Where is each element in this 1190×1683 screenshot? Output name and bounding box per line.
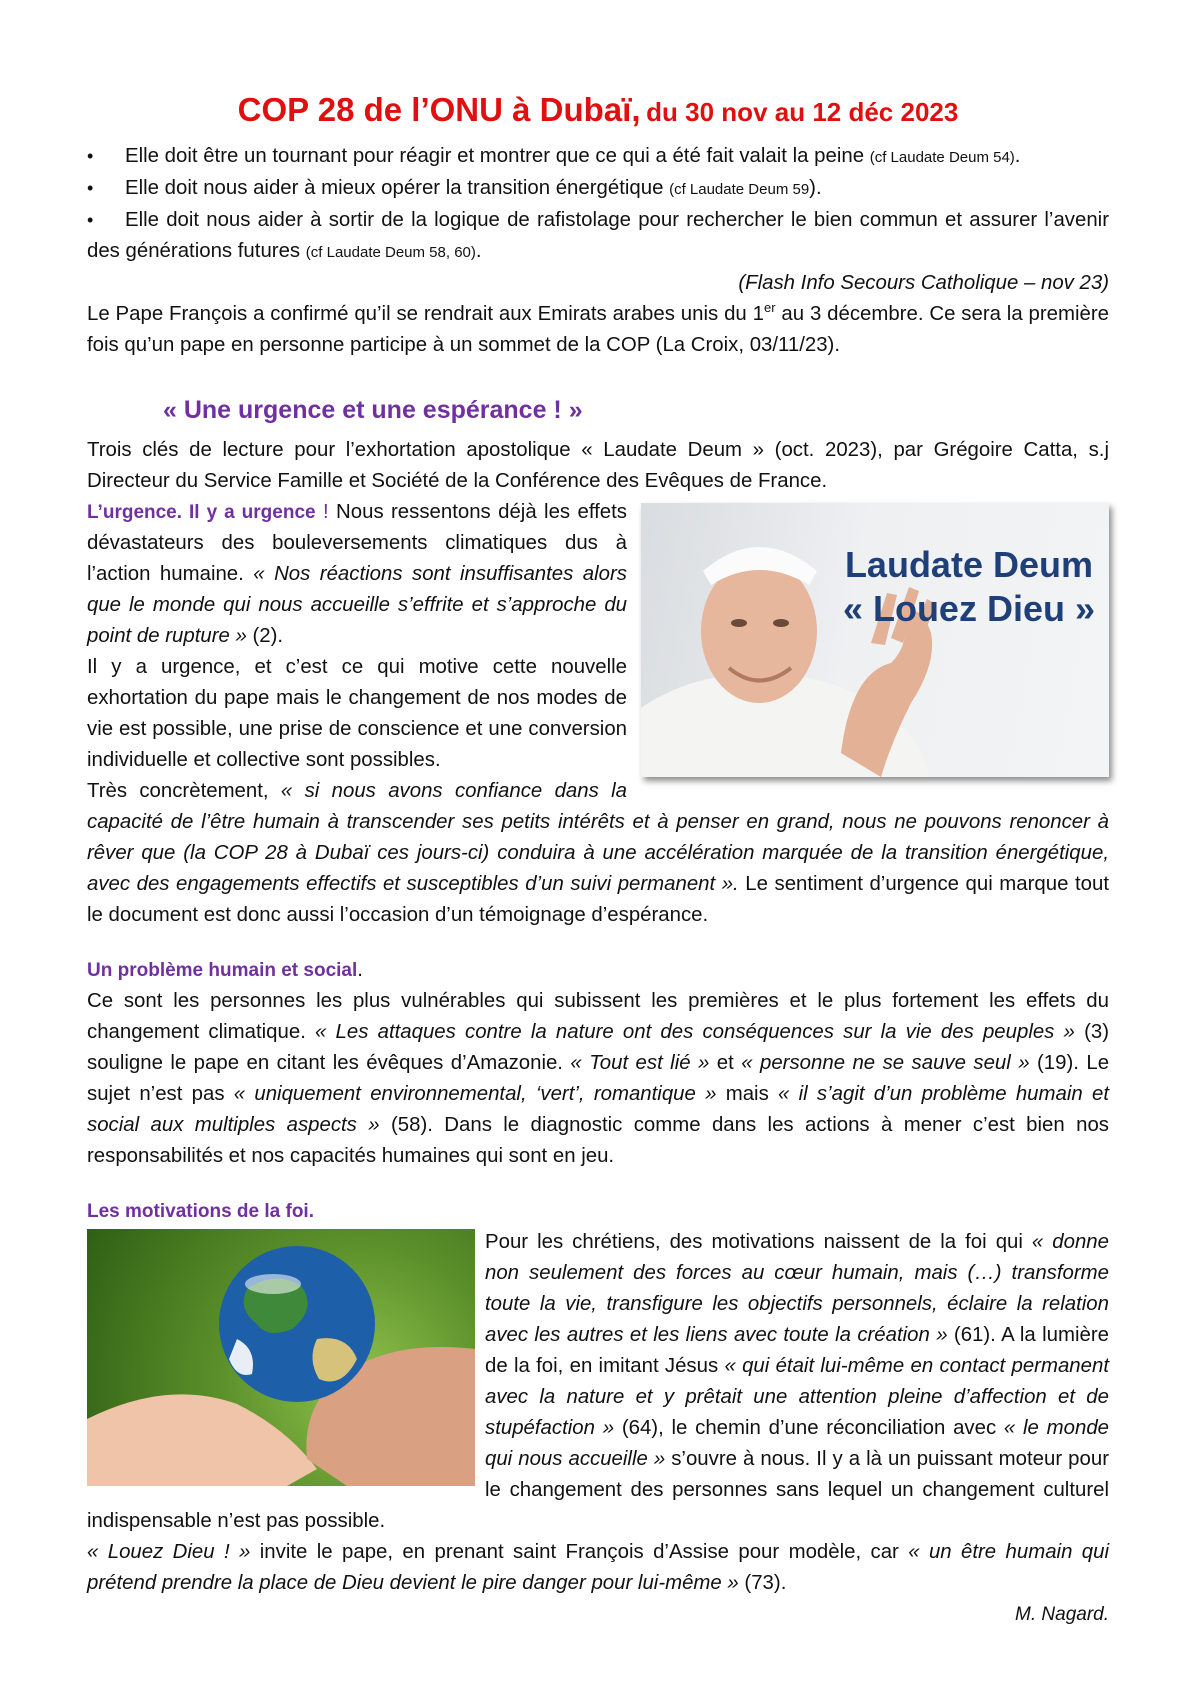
- bullet-item: [87, 173, 1109, 205]
- foi-text-3: (64), le chemin d’une réconciliation avec: [614, 1417, 1004, 1439]
- bullet-item: [87, 205, 1109, 268]
- probleme-quote-5: « il s’agit d’un problème humain et social aux multiples aspects »: [87, 1083, 1109, 1136]
- foi-quote-2: « qui était lui-même en contact permanent avec la nature et y prêtait une attention pleine d’affection et de stupéfaction »: [485, 1355, 1109, 1439]
- probleme-quote-4: « uniquement environnemental, ‘vert’, romantique »: [233, 1083, 717, 1105]
- probleme-quote-1: « Les attaques contre la nature ont des conséquences sur la vie des peuples »: [315, 1021, 1075, 1043]
- foi-heading: Les motivations de la foi.: [87, 1201, 314, 1222]
- bullet-text: Elle doit être un tournant pour réagir et montrer que ce qui a été fait valait la peine: [125, 145, 870, 167]
- pope-image: [641, 503, 1109, 777]
- spacer: [87, 1172, 1109, 1196]
- flash-source: (Flash Info Secours Catholique – nov 23): [738, 272, 1109, 294]
- pope-visit-sup: er: [763, 300, 776, 316]
- cop-bullets: [87, 141, 1109, 268]
- foi-text-6: (73).: [738, 1572, 787, 1594]
- probleme-heading-line: [87, 955, 1109, 986]
- foi-text-2: (61). A la lumière de la foi, en imitant Jésus: [485, 1324, 1109, 1377]
- probleme-quote-2: « Tout est lié »: [570, 1052, 710, 1074]
- urgence-quote-2: « si nous avons confiance dans la capacité de l’être humain à transcender ses petits intérêts et à penser en grand, nous ne pouvons renoncer à rêver que (la COP 28 à Dubaï ces jours-ci) conduira à une accélération marquée de la transition énergétique, avec des engagements effectifs et susceptibles d’un suivi permanent ».: [87, 780, 1109, 895]
- foi-quote-4: « Louez Dieu ! »: [87, 1541, 251, 1563]
- urgence-text-4: Le sentiment d’urgence qui marque tout le document est donc aussi l’occasion d’un témoignage d’espérance.: [87, 873, 1109, 926]
- urgence-text-3: Très concrètement,: [87, 780, 281, 802]
- bullet-ref: (cf Laudate Deum 59: [669, 181, 810, 198]
- pope-visit-text-2: au 3 décembre. Ce sera la première fois qu’un pape en personne participe à un sommet de la COP (La Croix, 03/11/23).: [87, 303, 1110, 356]
- probleme-text-5: mais: [716, 1083, 779, 1105]
- title-main: COP 28 de l’ONU à Dubaï,: [237, 91, 641, 128]
- urgence-exclamation: !: [322, 501, 329, 523]
- bullet-item: [87, 141, 1109, 173]
- foi-text-4: s’ouvre à nous. Il y a là un puissant moteur pour le changement des personnes sans lequel un changement culturel indispensable n’est pas possible.: [87, 1448, 1109, 1532]
- caption-line-2: « Louez Dieu »: [842, 588, 1095, 629]
- title-dates: du 30 nov au 12 déc 2023: [646, 97, 959, 127]
- pope-image-caption: [843, 543, 1095, 631]
- spacer: [87, 931, 1109, 955]
- probleme-text-6: (58). Dans le diagnostic comme dans les actions à mener c’est bien nos responsabilités et nos capacités humaines qui sont en jeu.: [87, 1114, 1109, 1167]
- foi-quote-3: « le monde qui nous accueille »: [485, 1417, 1110, 1470]
- urgence-text-2: (2).: [246, 625, 284, 647]
- pope-visit-paragraph: [87, 299, 1109, 361]
- bullet-end: .: [1014, 145, 1021, 167]
- foi-quote-1: « donne non seulement des forces au cœur humain, mais (…) transforme toute la vie, transfigure les objectifs personnels, éclaire la relation avec les autres et les liens avec toute la création »: [485, 1231, 1109, 1346]
- signature: M. Nagard.: [1015, 1604, 1109, 1625]
- urgence-heading: L’urgence. Il y a urgence: [87, 502, 316, 523]
- caption-line-1: Laudate Deum: [844, 544, 1093, 585]
- probleme-text-3: et: [709, 1052, 742, 1074]
- foi-text-1: Pour les chrétiens, des motivations naissent de la foi qui: [485, 1231, 1032, 1253]
- foi-text-5: invite le pape, en prenant saint François d’Assise pour modèle, car: [250, 1541, 909, 1563]
- intro-paragraph: Trois clés de lecture pour l’exhortation apostolique « Laudate Deum » (oct. 2023), par Grégoire Catta, s.j Directeur du Service Famille et Société de la Conférence des Evêques de France.: [87, 439, 1109, 492]
- bullet-end: ).: [809, 177, 822, 199]
- bullet-text: Elle doit nous aider à sortir de la logique de rafistolage pour rechercher le bien commun et assurer l’avenir des générations futures: [87, 209, 1109, 262]
- probleme-text-4: (19). Le sujet n’est pas: [87, 1052, 1110, 1105]
- probleme-heading: Un problème humain et social: [87, 960, 358, 981]
- probleme-text-2: (3) souligne le pape en citant les évêques d’Amazonie.: [87, 1021, 1109, 1074]
- bullet-ref: (cf Laudate Deum 58, 60): [305, 244, 476, 261]
- urgence-text-1: Nous ressentons déjà les effets dévastateurs des bouleversements climatiques dus à l’action humaine.: [87, 501, 628, 585]
- pope-visit-text-1: Le Pape François a confirmé qu’il se rendrait aux Emirats arabes unis du 1: [87, 303, 764, 325]
- urgence-quote-1: « Nos réactions sont insuffisantes alors que le monde qui nous accueille s’effrite et s’approche du point de rupture »: [87, 563, 627, 647]
- probleme-paragraph: [87, 986, 1109, 1172]
- section-subtitle: « Une urgence et une espérance ! »: [163, 396, 583, 424]
- globe-illustration: [87, 1229, 475, 1486]
- probleme-quote-3: « personne ne se sauve seul »: [741, 1052, 1030, 1074]
- bullet-text: Elle doit nous aider à mieux opérer la transition énergétique: [125, 177, 670, 199]
- foi-quote-5: « un être humain qui prétend prendre la place de Dieu devient le pire danger pour lui-même »: [87, 1541, 1110, 1594]
- probleme-heading-end: .: [357, 959, 363, 981]
- urgence-paragraph-3: [87, 776, 1109, 931]
- probleme-text-1: Ce sont les personnes les plus vulnérables qui subissent les premières et le plus fortement les effets du changement climatique.: [87, 990, 1109, 1043]
- bullet-end: .: [475, 240, 482, 262]
- page-title: [87, 88, 1109, 137]
- bullet-ref: (cf Laudate Deum 54): [869, 149, 1015, 166]
- foi-heading-line: [87, 1196, 1109, 1227]
- foi-paragraph-2: [87, 1537, 1109, 1599]
- urgence-paragraph-2: Il y a urgence, et c’est ce qui motive cette nouvelle exhortation du pape mais le changement de nos modes de vie est possible, une prise de conscience et une conversion individuelle et collective sont possibles.: [87, 656, 627, 771]
- globe-hands-image: [87, 1229, 475, 1486]
- document-body: [87, 88, 1109, 1630]
